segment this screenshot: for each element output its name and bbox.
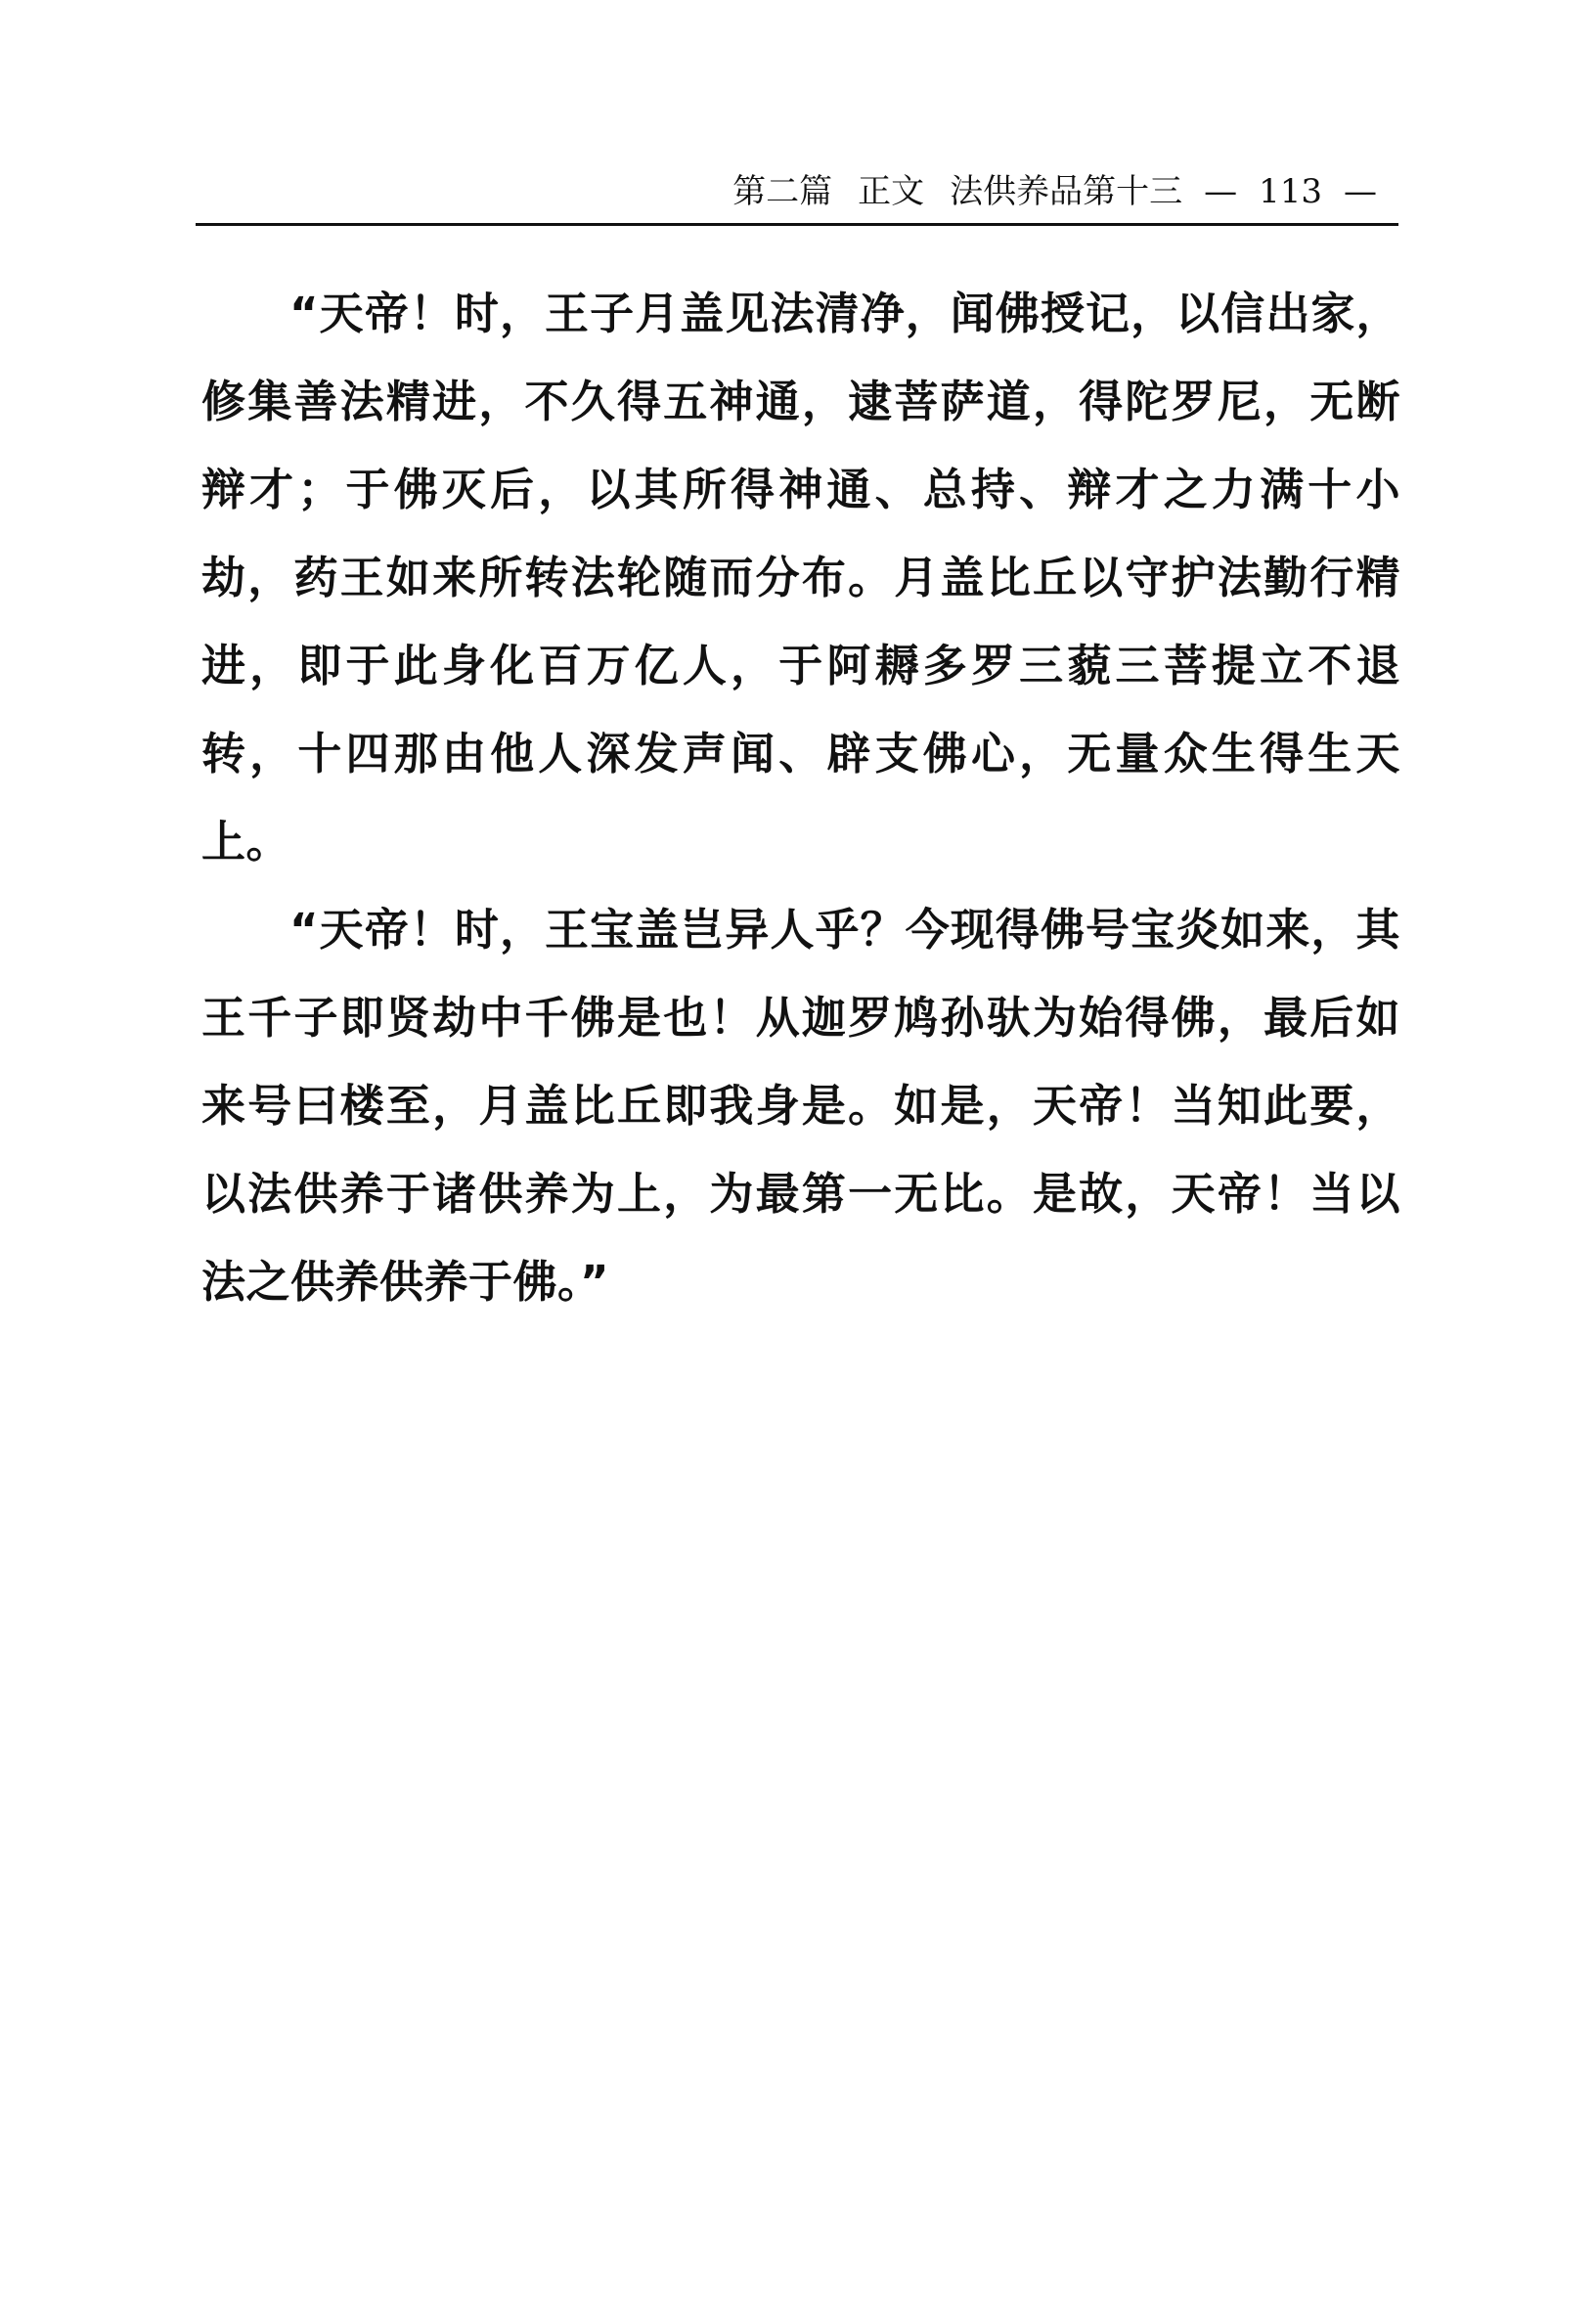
header-chapter: 法供养品第十三 bbox=[950, 172, 1183, 211]
header-part: 第二篇 bbox=[732, 172, 833, 211]
body-text bbox=[201, 270, 1400, 1326]
header-section: 正文 bbox=[858, 172, 925, 211]
paragraph: “天帝！时，王宝盖岂异人乎？今现得佛号宝炎如来，其王千子即贤劫中千佛是也！从迦罗鸠孙驮为始得佛，最后如来号曰楼至，月盖比丘即我身是。如是，天帝！当知此要，以法供养于诸供养为上，为最第一无比。是故，天帝！当以法之供养供养于佛。” bbox=[201, 904, 1400, 1308]
running-header: 第二篇 正文 法供养品第十三 — 113 — bbox=[196, 172, 1398, 226]
paragraph: “天帝！时，王子月盖见法清净，闻佛授记，以信出家，修集善法精进，不久得五神通，逮菩萨道，得陀罗尼，无断辩才；于佛灭后，以其所得神通、总持、辩才之力满十小劫，药王如来所转法轮随而分布。月盖比丘以守护法勤行精进，即于此身化百万亿人，于阿耨多罗三藐三菩提立不退转，十四那由他人深发声闻、辟支佛心，无量众生得生天上。 bbox=[201, 288, 1400, 868]
page-number: 113 bbox=[1259, 172, 1322, 211]
